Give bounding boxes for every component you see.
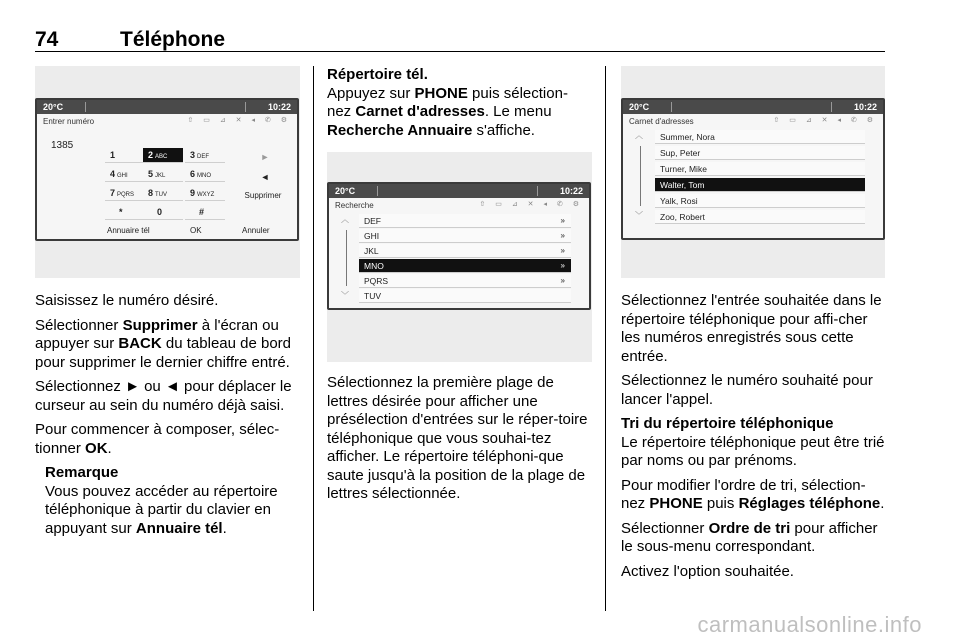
note-block — [35, 464, 299, 538]
status-separator — [377, 186, 378, 196]
column-2-text — [327, 66, 592, 146]
status-bar — [329, 184, 589, 198]
column-1-text — [35, 292, 299, 538]
key-8[interactable]: 8 TUV — [143, 186, 183, 201]
key-1[interactable]: 1 — [105, 148, 145, 163]
paragraph: Sélectionner Ordre de tri pour afficher le sous-menu correspondant. — [621, 519, 878, 555]
status-bar — [623, 100, 883, 114]
temperature: 20°C — [629, 102, 650, 112]
list-item[interactable]: JKL » — [359, 244, 571, 258]
paragraph: Le répertoire téléphonique peut être trié par noms ou par prénoms. — [621, 433, 885, 469]
phonebook-button[interactable]: Annuaire tél — [107, 226, 150, 235]
cursor-left-button[interactable]: ◄ — [260, 172, 270, 182]
key-hash[interactable]: # — [185, 205, 225, 220]
section-heading: Répertoire tél. — [327, 66, 428, 83]
paragraph: Sélectionnez la première plage de lettres désirée pour afficher une présélection d'entrées sur le réper-toire téléphonique que vous souhai-tez afficher. Le répertoire téléphoni-que saute jusqu'à la position de la plage de lettres sélectionnée. — [327, 374, 588, 502]
list-item[interactable]: Sup, Peter — [655, 146, 865, 160]
column-divider-right — [605, 66, 606, 611]
screen-title: Carnet d'adresses — [629, 117, 694, 126]
list-item[interactable]: Zoo, Robert — [655, 210, 865, 224]
column-3-text — [621, 292, 887, 587]
list-item-selected[interactable]: Walter, Tom — [655, 178, 865, 192]
dialed-number: 1385 — [51, 140, 74, 151]
scroll-up-icon[interactable]: ︿ — [635, 131, 643, 140]
paragraph: Pour modifier l'ordre de tri, sélection-nez PHONE puis Réglages téléphone. — [621, 476, 885, 512]
chevron-right-icon: » — [560, 246, 565, 255]
paragraph: Sélectionnez l'entrée souhaitée dans le répertoire téléphonique pour affi-cher les numéros enregistrés sous cette entrée. — [621, 292, 882, 365]
list-item[interactable]: GHI » — [359, 229, 571, 243]
screen-title: Recherche — [335, 201, 374, 210]
status-separator — [537, 186, 538, 196]
paragraph: Activez l'option souhaitée. — [621, 562, 794, 580]
list-item[interactable]: Yalk, Rosi — [655, 194, 865, 208]
watermark: carmanualsonline.info — [697, 612, 922, 637]
figure-dialpad — [35, 66, 300, 278]
column-2-text-lower — [327, 374, 592, 510]
list-item[interactable]: Turner, Mike — [655, 162, 865, 176]
status-separator — [245, 102, 246, 112]
ok-button[interactable]: OK — [190, 226, 202, 235]
paragraph: Saisissez le numéro désiré. — [35, 292, 219, 309]
scroll-down-icon[interactable]: ﹀ — [635, 211, 643, 220]
chevron-right-icon: » — [560, 231, 565, 240]
cursor-right-button[interactable]: ► — [260, 152, 270, 162]
status-bar — [37, 100, 297, 114]
temperature: 20°C — [43, 102, 64, 112]
paragraph: Sélectionner Supprimer à l'écran ou appuyer sur BACK du tableau de bord pour supprimer le dernier chiffre entré. — [35, 316, 292, 371]
status-icons: ⇧ ▭ ⊿ ✕ ◂ ✆ ⚙ — [773, 117, 877, 124]
key-9[interactable]: 9 WXYZ — [185, 186, 225, 201]
list-item[interactable]: Summer, Nora — [655, 130, 865, 144]
paragraph: Pour commencer à composer, sélec-tionner OK. — [35, 421, 280, 457]
scroll-down-icon[interactable]: ﹀ — [341, 291, 349, 300]
scrollbar[interactable] — [640, 146, 641, 206]
chevron-right-icon: » — [560, 276, 565, 285]
status-separator — [831, 102, 832, 112]
note-title: Remarque — [45, 464, 119, 481]
key-star[interactable]: * — [105, 205, 145, 220]
search-screen — [327, 182, 591, 310]
dialpad-screen — [35, 98, 299, 241]
cancel-button[interactable]: Annuler — [242, 226, 270, 235]
chevron-right-icon: » — [560, 216, 565, 225]
page-title: Téléphone — [120, 28, 226, 51]
list-item[interactable]: TUV — [359, 289, 571, 303]
clock: 10:22 — [853, 102, 877, 112]
key-0[interactable]: 0 — [143, 205, 183, 220]
note-text: Vous pouvez accéder au répertoire téléphonique à partir du clavier en appuyant sur Annuaire tél. — [45, 482, 278, 537]
paragraph: Appuyez sur PHONE puis sélection-nez Carnet d'adresses. Le menu Recherche Annuaire s'affiche. — [327, 84, 568, 139]
header-rule — [35, 51, 885, 52]
clock: 10:22 — [559, 186, 583, 196]
status-separator — [85, 102, 86, 112]
key-3[interactable]: 3 DEF — [185, 148, 225, 163]
section-heading: Tri du répertoire téléphonique — [621, 415, 834, 432]
key-4[interactable]: 4 GHI — [105, 167, 145, 182]
addressbook-screen — [621, 98, 885, 240]
chevron-right-icon: » — [560, 261, 565, 270]
list-item[interactable]: PQRS » — [359, 274, 571, 288]
page-number: 74 — [35, 28, 59, 51]
status-separator — [671, 102, 672, 112]
figure-addressbook — [621, 66, 885, 278]
status-icons: ⇧ ▭ ⊿ ✕ ◂ ✆ ⚙ — [479, 201, 583, 208]
list-item[interactable]: DEF » — [359, 214, 571, 228]
key-2[interactable]: 2 ABC — [143, 148, 183, 163]
scroll-up-icon[interactable]: ︿ — [341, 215, 349, 224]
clock: 10:22 — [267, 102, 291, 112]
status-icons: ⇧ ▭ ⊿ ✕ ◂ ✆ ⚙ — [187, 117, 291, 124]
column-divider-left — [313, 66, 314, 611]
scrollbar[interactable] — [346, 230, 347, 286]
key-7[interactable]: 7 PQRS — [105, 186, 145, 201]
delete-button[interactable]: Supprimer — [244, 191, 282, 200]
temperature: 20°C — [335, 186, 356, 196]
key-6[interactable]: 6 MNO — [185, 167, 225, 182]
paragraph: Sélectionnez le numéro souhaité pour lancer l'appel. — [621, 372, 873, 408]
key-5[interactable]: 5 JKL — [143, 167, 183, 182]
screen-title: Entrer numéro — [43, 117, 95, 126]
list-item-selected[interactable]: MNO » — [359, 259, 571, 273]
figure-search — [327, 152, 592, 362]
paragraph: Sélectionnez ► ou ◄ pour déplacer le curseur au sein du numéro déjà saisi. — [35, 378, 292, 414]
